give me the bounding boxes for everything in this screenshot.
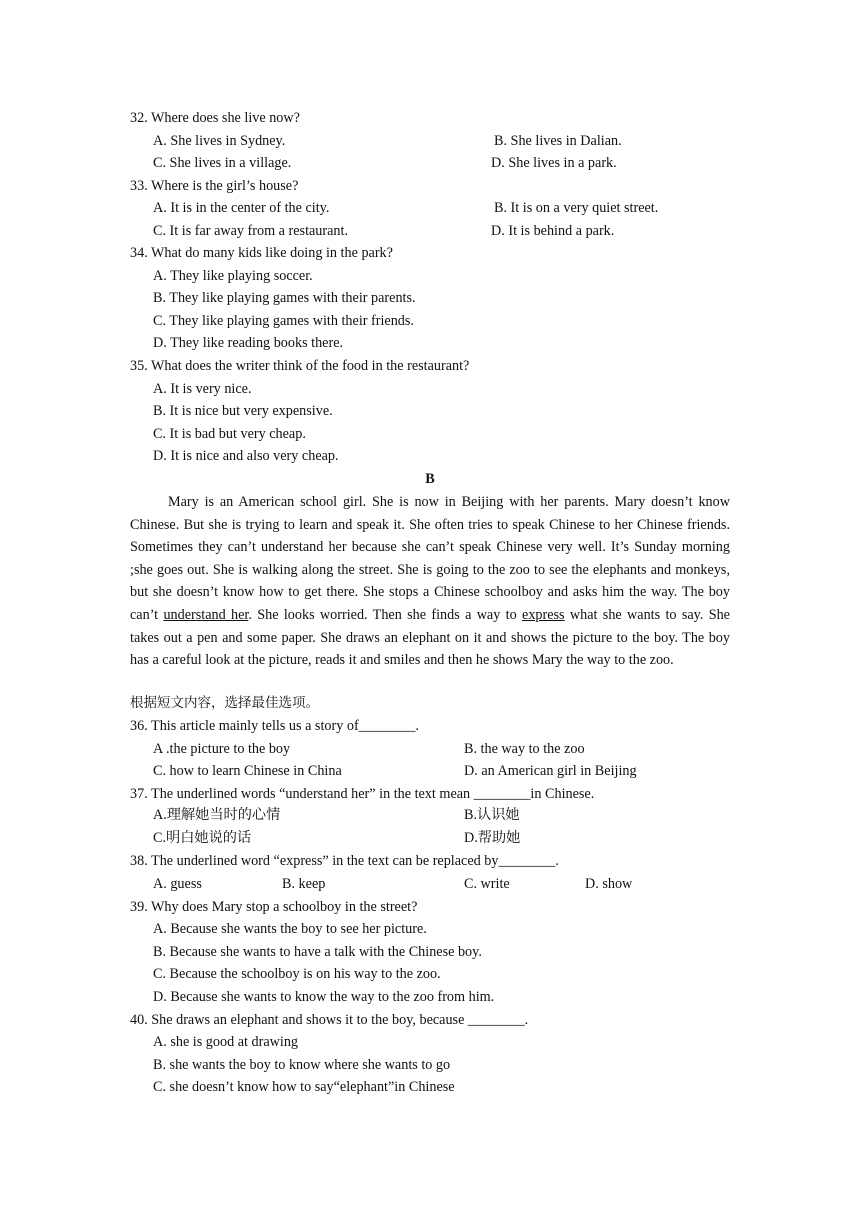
question-34-option-b: B. They like playing games with their parents. <box>153 290 416 306</box>
question-33-option-b: B. It is on a very quiet street. <box>494 200 659 216</box>
question-39-option-a: A. Because she wants the boy to see her picture. <box>153 921 427 937</box>
question-36-option-b: B. the way to the zoo <box>464 741 585 757</box>
question-35-option-b: B. It is nice but very expensive. <box>153 403 333 419</box>
passage-text-3: what she wants to say. She takes out a pen and some paper. She draws an elephant on it and shows the picture to the boy. The boy has a careful look at the picture, reads it and smiles and then he shows Mary the way to the zoo. <box>130 606 730 669</box>
question-38-option-b: B. keep <box>282 876 326 892</box>
question-38-option-a: A. guess <box>153 876 202 892</box>
question-37-option-c: C.明白她说的话 <box>153 830 252 846</box>
question-38-option-c: C. write <box>464 876 510 892</box>
question-34-option-d: D. They like reading books there. <box>153 335 344 351</box>
question-36-stem: 36. This article mainly tells us a story of________. <box>130 718 419 734</box>
question-33-option-a: A. It is in the center of the city. <box>153 200 330 216</box>
question-40-option-a: A. she is good at drawing <box>153 1034 299 1050</box>
question-33-stem: 33. Where is the girl’s house? <box>130 178 299 194</box>
question-33-option-c: C. It is far away from a restaurant. <box>153 223 349 239</box>
question-39-option-b: B. Because she wants to have a talk with the Chinese boy. <box>153 944 482 960</box>
question-35-option-d: D. It is nice and also very cheap. <box>153 448 339 464</box>
section-b-heading: B <box>425 471 435 487</box>
passage-text-2: . She looks worried. Then she finds a way to <box>248 606 523 623</box>
question-33-option-d: D. It is behind a park. <box>491 223 615 239</box>
question-36-option-c: C. how to learn Chinese in China <box>153 763 342 779</box>
question-34-stem: 34. What do many kids like doing in the park? <box>130 245 393 261</box>
question-37-stem: 37. The underlined words “understand her” in the text mean ________in Chinese. <box>130 786 595 802</box>
underlined-express: express <box>522 606 565 623</box>
question-34-option-c: C. They like playing games with their friends. <box>153 313 414 329</box>
question-38-stem: 38. The underlined word “express” in the text can be replaced by________. <box>130 853 559 869</box>
question-39-option-c: C. Because the schoolboy is on his way to the zoo. <box>153 966 441 982</box>
question-32-option-b: B. She lives in Dalian. <box>494 133 622 149</box>
question-34-option-a: A. They like playing soccer. <box>153 268 313 284</box>
question-32-option-d: D. She lives in a park. <box>491 155 617 171</box>
question-39-option-d: D. Because she wants to know the way to the zoo from him. <box>153 989 495 1005</box>
question-40-stem: 40. She draws an elephant and shows it to the boy, because ________. <box>130 1012 529 1028</box>
instruction-text: 根据短文内容，选择最佳选项。 <box>130 695 319 711</box>
question-36-option-d: D. an American girl in Beijing <box>464 763 637 779</box>
underlined-understand-her: understand her <box>163 606 249 623</box>
question-40-option-c: C. she doesn’t know how to say“elephant”in Chinese <box>153 1079 455 1095</box>
question-37-option-d: D.帮助她 <box>464 830 521 846</box>
question-35-stem: 35. What does the writer think of the food in the restaurant? <box>130 358 470 374</box>
question-36-option-a: A .the picture to the boy <box>153 741 291 757</box>
question-37-option-b: B.认识她 <box>464 807 520 823</box>
question-37-option-a: A.理解她当时的心情 <box>153 807 281 823</box>
passage-text-1: Mary is an American school girl. She is now in Beijing with her parents. Mary doesn’t know Chinese. But she is trying to learn and speak it. She often tries to speak Chinese to her Chinese friends. Sometimes they can’t understand her because she can’t speak Chinese very well. It’s Sunday morning ;she goes out. She is walking along the street. She is going to the zoo to see the elephants and monkeys, but she doesn’t know how to get there. She stops a Chinese schoolboy and asks him the way. The boy can’t <box>130 494 730 623</box>
question-40-option-b: B. she wants the boy to know where she wants to go <box>153 1057 451 1073</box>
question-35-option-a: A. It is very nice. <box>153 381 252 397</box>
question-38-option-d: D. show <box>585 876 633 892</box>
question-35-option-c: C. It is bad but very cheap. <box>153 426 306 442</box>
question-39-stem: 39. Why does Mary stop a schoolboy in the street? <box>130 899 418 915</box>
question-32-option-c: C. She lives in a village. <box>153 155 292 171</box>
question-32-stem: 32. Where does she live now? <box>130 110 300 126</box>
question-32-option-a: A. She lives in Sydney. <box>153 133 286 149</box>
reading-passage <box>130 491 730 672</box>
